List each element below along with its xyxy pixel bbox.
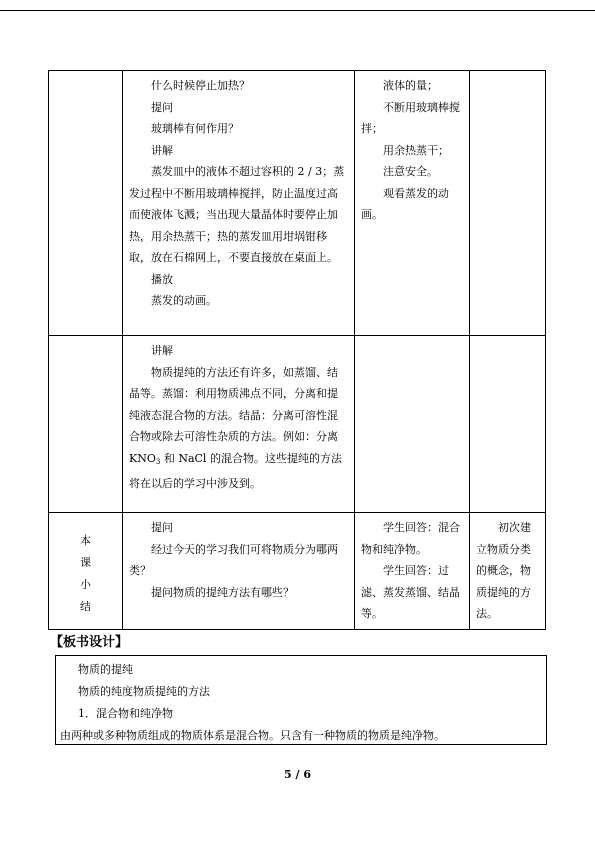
student-activity-cell [355,336,470,513]
text-line: 液体的量； [383,79,438,92]
text-line: 提问 [151,521,173,534]
table-row [49,71,546,336]
teacher-activity-cell [123,71,355,336]
text-paragraph: 经过今天的学习我们可将物质分为哪两类？ [129,542,338,577]
board-line: 物质的纯度物质提纯的方法 [78,685,210,698]
student-activity-cell [355,71,470,336]
text-line: 什么时候停止加热？ [151,79,250,92]
teacher-activity-cell [123,513,355,630]
text-line: 讲解 [151,344,173,357]
board-design-box [55,655,547,745]
section-title: 【板书设计】 [50,635,129,650]
text-line: 玻璃棒有何作用？ [151,122,239,135]
text-line: 蒸发的动画。 [151,294,217,307]
label-char: 本 [80,533,91,547]
text-paragraph: 蒸发皿中的液体不超过容积的 2 / 3；蒸发过程中不断用玻璃棒搅拌，防止温度过高而使液体飞溅；当出现大量晶体时要停止加热，用余热蒸干；热的蒸发皿用坩埚钳移取，放在石棉网上，不要直接放在桌面上。 [129,165,345,264]
design-intent-cell [470,513,546,630]
text-paragraph [129,362,348,495]
stage-cell [49,71,123,336]
design-intent-cell [470,336,546,513]
text-paragraph: 学生回答：混合物和纯净物。 [361,521,460,556]
summary-label-cell [49,513,123,630]
text-line: 提问 [151,100,173,114]
label-char: 小 [80,577,91,591]
text-segment: 和 NaCl 的混合物。这些提纯的方法将在以后的学习中涉及到。 [129,451,342,490]
label-char: 结 [80,599,91,613]
stage-cell [49,336,123,513]
lesson-table [48,70,546,630]
design-intent-cell [470,71,546,336]
board-line: 1．混合物和纯净物 [78,707,173,720]
subscript: 3 [155,457,161,466]
text-line: 注意安全。 [383,165,438,178]
table-row [49,513,546,630]
text-line: 提问物质的提纯方法有哪些？ [151,585,294,599]
student-activity-cell [355,513,470,630]
page-number: 5 / 6 [284,768,311,781]
text-segment: 物质提纯的方法还有许多，如蒸馏、结晶等。蒸馏：利用物质沸点不同，分离和提纯液态混合物的方法。结晶：分离可溶性混合物或除去可溶性杂质的方法。例如：分离 KNO [129,365,338,465]
board-line: 物质的提纯 [78,663,133,676]
text-line: 播放 [151,272,173,286]
text-line: 不断用玻璃棒搅拌； [361,100,460,135]
board-line: 由两种或多种物质组成的物质体系是混合物。只含有一种物质的物质是纯净物。 [60,729,445,742]
header-rule [0,10,595,11]
text-line: 观看蒸发的动画。 [361,186,449,221]
text-paragraph: 学生回答：过滤、蒸发蒸馏、结晶等。 [361,564,460,620]
text-line: 讲解 [151,143,173,157]
label-char: 课 [80,555,91,569]
table-row [49,336,546,513]
teacher-activity-cell [123,336,355,513]
text-line: 用余热蒸干； [383,143,449,157]
text-paragraph: 初次建立物质分类的概念，物质提纯的方法。 [476,521,531,620]
